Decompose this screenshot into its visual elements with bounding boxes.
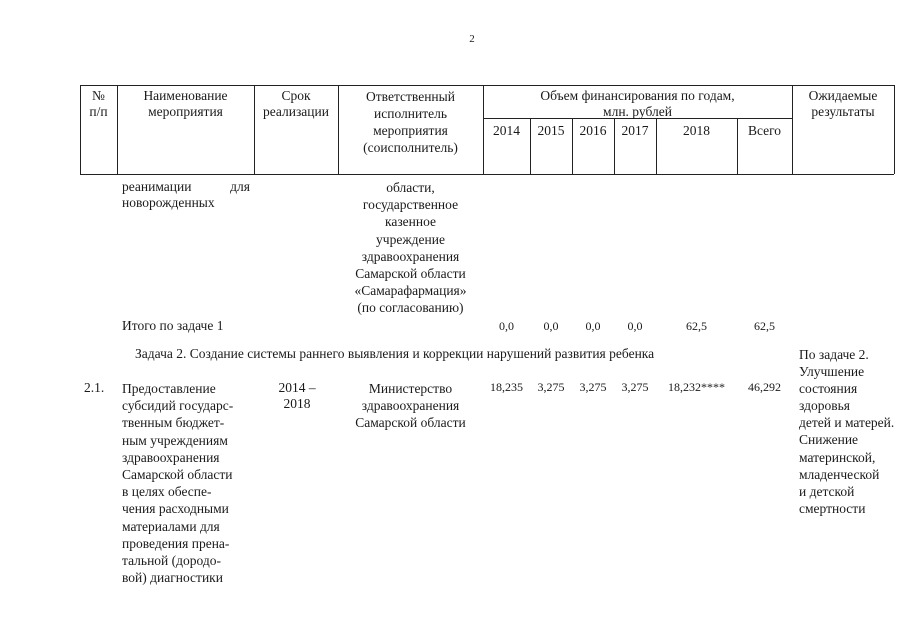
row-2-1-2016: 3,275 (579, 380, 607, 394)
total-2017: 0,0 (627, 319, 643, 333)
header-num: № п/п (89, 88, 108, 119)
header-bottom-border (80, 174, 894, 175)
header-total: Всего (747, 123, 782, 138)
grid-line (894, 85, 895, 174)
row-2-1-2017: 3,275 (621, 380, 649, 394)
total-row-label: Итого по задаче 1 (122, 318, 224, 333)
row-2-1-name: Предоставление субсидий государс- твенным бюджет- ным учреждениям здравоохранения Самарской области в целях обеспе- чения расходными материалами для проведения прена- тальной (дородо- вой) диагностики (122, 381, 234, 586)
header-name: Наименование мероприятия (143, 88, 228, 119)
row-2-1-2014: 18,235 (490, 380, 523, 394)
task2-title: Задача 2. Создание системы раннего выявления и коррекции нарушений развития ребенка (135, 346, 655, 361)
row-2-1-num: 2.1. (84, 380, 105, 395)
row-2-1-term: 2014 – 2018 (278, 380, 316, 411)
task2-results: По задаче 2. Улучшение состояния здоровья детей и матерей. Снижение материнской, младенческой и детской смертности (799, 347, 895, 516)
total-2014: 0,0 (499, 319, 514, 333)
row-2-1-2018: 18,232**** (668, 380, 725, 394)
header-responsible: Ответственный исполнитель мероприятия (соисполнитель) (363, 89, 458, 155)
header-funding: Объем финансирования по годам, млн. рублей (540, 88, 735, 119)
row-2-1-responsible: Министерство здравоохранения Самарской области (355, 381, 466, 431)
table-top-border (80, 85, 894, 86)
header-results: Ожидаемые результаты (808, 88, 878, 119)
row-2-1-2015: 3,275 (537, 380, 565, 394)
header-year-2015: 2015 (537, 123, 565, 138)
row-2-1-total: 46,292 (748, 380, 781, 394)
total-2016: 0,0 (585, 319, 601, 333)
page-number: 2 (469, 33, 475, 45)
header-term: Срок реализации (263, 88, 329, 119)
header-year-2014: 2014 (493, 123, 520, 138)
header-year-2018: 2018 (683, 123, 710, 138)
total-2018: 62,5 (686, 319, 707, 333)
header-year-2017: 2017 (621, 123, 649, 138)
cont-row-responsible: области, государственное казенное учреждение здравоохранения Самарской области «Самарафармация» (по согласованию) (354, 180, 467, 316)
total-all: 62,5 (754, 319, 775, 333)
total-2015: 0,0 (543, 319, 559, 333)
cont-row-name: реанимации для новорожденных (122, 179, 250, 210)
header-year-2016: 2016 (579, 123, 607, 138)
